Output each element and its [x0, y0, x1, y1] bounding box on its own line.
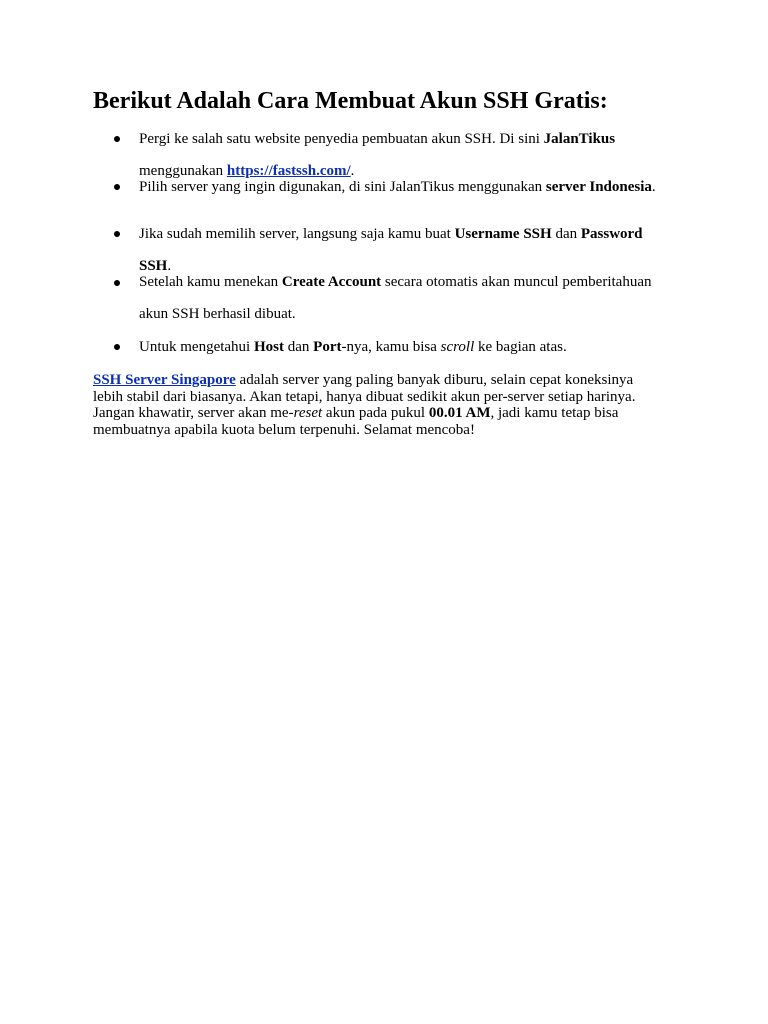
paragraph-bold-time: 00.01 AM	[428, 405, 491, 421]
bullet-4	[114, 280, 120, 286]
step-2-period: .	[651, 179, 656, 195]
paragraph-text-3a: Jangan khawatir, server akan me-	[93, 405, 294, 421]
step-1-period: .	[350, 163, 355, 179]
step-5-bold-port: Port	[313, 339, 342, 355]
step-3-bold-ssh: SSH	[139, 258, 168, 274]
step-2-text: Pilih server yang ingin digunakan, di sini JalanTikus menggunakan	[139, 179, 546, 195]
step-1-text: Pergi ke salah satu website penyedia pembuatan akun SSH. Di sini	[139, 131, 544, 147]
paragraph-line-3	[93, 405, 693, 422]
step-1-line-1	[139, 130, 615, 148]
bullet-3	[114, 231, 120, 237]
step-4-text-3: akun SSH berhasil dibuat.	[139, 306, 296, 322]
page-title: Berikut Adalah Cara Membuat Akun SSH Gratis:	[93, 88, 608, 114]
step-4-text: Setelah kamu menekan	[139, 274, 282, 290]
step-5-text-dan: dan	[283, 339, 314, 355]
fastssh-link[interactable]: https://fastssh.com/	[226, 163, 351, 179]
step-5-italic-scroll: scroll	[440, 339, 475, 355]
step-4-text-2: secara otomatis akan muncul pemberitahuan	[381, 274, 652, 290]
step-4-bold: Create Account	[281, 274, 382, 290]
step-3-period: .	[167, 258, 172, 274]
step-5-bold-host: Host	[253, 339, 284, 355]
step-3-bold-password: Password	[580, 226, 643, 242]
step-2-bold: server Indonesia	[545, 179, 652, 195]
step-3-text: Jika sudah memilih server, langsung saja kamu buat	[139, 226, 455, 242]
step-5-text-3: ke bagian atas.	[474, 339, 567, 355]
step-5-text: Untuk mengetahui	[139, 339, 254, 355]
paragraph-text-3c: akun pada pukul	[322, 405, 429, 421]
paragraph-text-3e: , jadi kamu tetap bisa	[490, 405, 619, 421]
closing-paragraph	[93, 372, 693, 438]
bullet-1	[114, 136, 120, 142]
step-3-text-dan: dan	[551, 226, 581, 242]
paragraph-line-2: lebih stabil dari biasanya. Akan tetapi, hanya dibuat sedikit akun per-server setiap harinya.	[93, 388, 636, 405]
step-1-bold: JalanTikus	[543, 131, 616, 147]
ssh-server-singapore-link[interactable]: SSH Server Singapore	[93, 372, 236, 388]
step-1-text-2: menggunakan	[139, 163, 227, 179]
paragraph-line-1	[93, 372, 693, 389]
paragraph-line-4: membuatnya apabila kuota belum terpenuhi. Selamat mencoba!	[93, 421, 475, 438]
step-2-line-1	[139, 178, 656, 196]
step-4-line-2	[139, 305, 296, 323]
bullet-2	[114, 184, 120, 190]
paragraph-text-1: adalah server yang paling banyak diburu, selain cepat koneksinya	[235, 372, 634, 388]
step-4-line-1	[139, 273, 651, 291]
step-5-line-1	[139, 338, 567, 356]
paragraph-italic-reset: reset	[293, 405, 323, 421]
step-5-text-2: -nya, kamu bisa	[341, 339, 441, 355]
bullet-5	[114, 344, 120, 350]
step-3-line-1	[139, 225, 643, 243]
step-3-bold-username: Username SSH	[454, 226, 552, 242]
